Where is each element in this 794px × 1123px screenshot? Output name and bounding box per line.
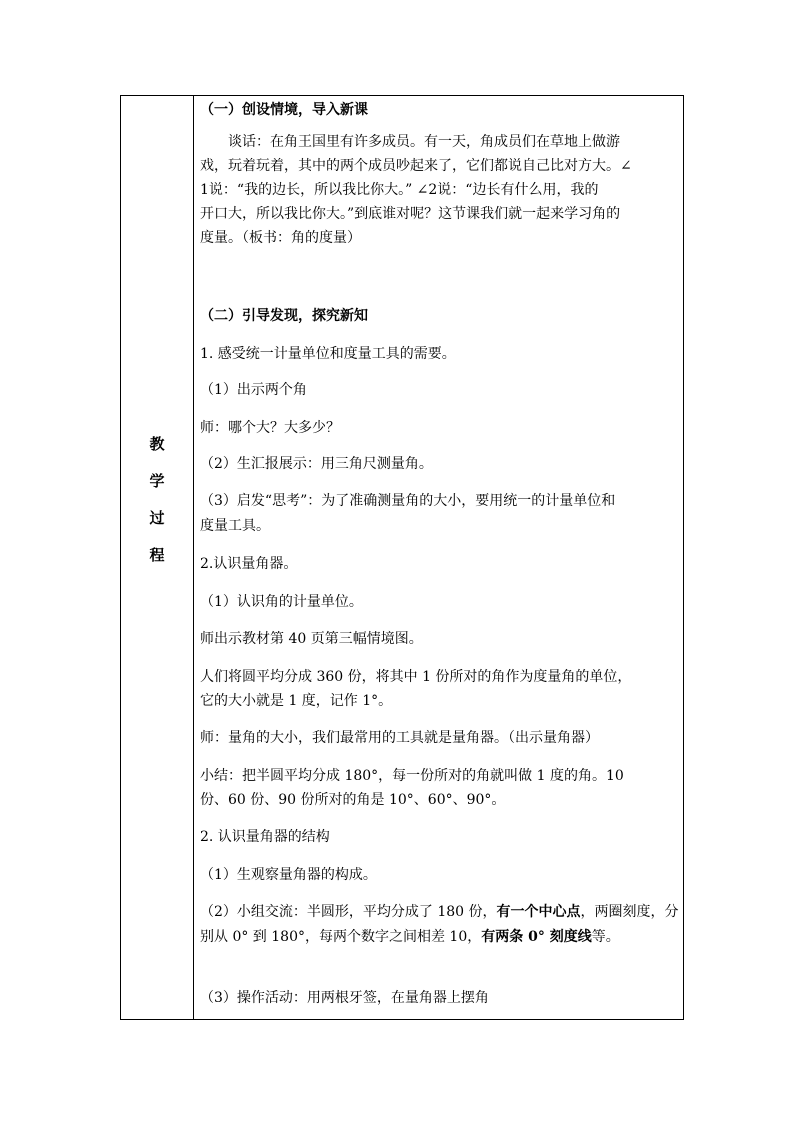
paragraph: 2.认识量角器。 xyxy=(200,556,298,572)
section1-line: 戏，玩着玩着，其中的两个成员吵起来了，它们都说自己比对方大。∠ xyxy=(200,158,632,174)
section1-heading: （一）创设情境，导入新课 xyxy=(200,102,368,118)
paragraph: 它的大小就是 1 度，记作 1°。 xyxy=(200,693,393,709)
paragraph: 师出示教材第 40 页第三幅情境图。 xyxy=(200,631,423,647)
paragraph: （3）操作活动：用两根牙签，在量角器上摆角 xyxy=(200,990,489,1006)
row-label-teaching-process xyxy=(121,426,193,574)
paragraph: 师：量角的大小，我们最常用的工具就是量角器。（出示量角器） xyxy=(200,730,599,746)
text-run: 度，分别从 0° 到 180°，每两个数字之间相差 10， xyxy=(200,904,679,945)
paragraph: （1）生观察量角器的构成。 xyxy=(200,867,377,883)
column-divider xyxy=(193,96,194,1019)
section1-line: 度量。（板书：角的度量） xyxy=(200,230,361,246)
paragraph: （3）启发“思考”：为了准确测量角的大小，要用统一的计量单位和 xyxy=(200,493,616,509)
text-run: 等。 xyxy=(591,928,620,945)
paragraph-group-discussion xyxy=(200,900,682,949)
paragraph: 度量工具。 xyxy=(200,518,270,534)
section2-heading: （二）引导发现，探究新知 xyxy=(200,308,368,324)
bold-run: 有两条 0° 刻度线 xyxy=(481,928,592,945)
paragraph: 1. 感受统一计量单位和度量工具的需要。 xyxy=(200,346,456,362)
paragraph: 2. 认识量角器的结构 xyxy=(200,829,330,845)
paragraph: 份、60 份、90 份所对的角是 10°、60°、90°。 xyxy=(200,792,506,808)
paragraph: （2）生汇报展示：用三角尺测量角。 xyxy=(200,456,433,472)
bold-run: 有一个中心点 xyxy=(496,904,581,920)
text-run: ，两圈刻 xyxy=(580,904,637,920)
paragraph: （1）出示两个角 xyxy=(200,382,307,398)
text-run: （2）小组交流：半圆形，平均分成了 180 份， xyxy=(200,904,497,920)
paragraph: 小结：把半圆平均分成 180°，每一份所对的角就叫做 1 度的角。10 xyxy=(200,768,624,784)
row-label-char: 教 xyxy=(149,435,165,453)
row-label-char: 过 xyxy=(149,509,165,527)
section1-line: 开口大，所以我比你大。”到底谁对呢？这节课我们就一起来学习角的 xyxy=(200,206,621,222)
paragraph: 师：哪个大？大多少？ xyxy=(200,420,340,436)
row-label-char: 程 xyxy=(149,546,165,564)
section1-line: 1说：“我的边长，所以我比你大。” ∠2说：“边长有什么用，我的 xyxy=(200,182,599,198)
section1-line: 谈话：在角王国里有许多成员。有一天，角成员们在草地上做游 xyxy=(228,134,620,150)
paragraph: 人们将圆平均分成 360 份，将其中 1 份所对的角作为度量角的单位， xyxy=(200,669,632,685)
lesson-table xyxy=(120,95,684,1020)
paragraph: （1）认识角的计量单位。 xyxy=(200,594,363,610)
row-label-char: 学 xyxy=(149,472,165,490)
